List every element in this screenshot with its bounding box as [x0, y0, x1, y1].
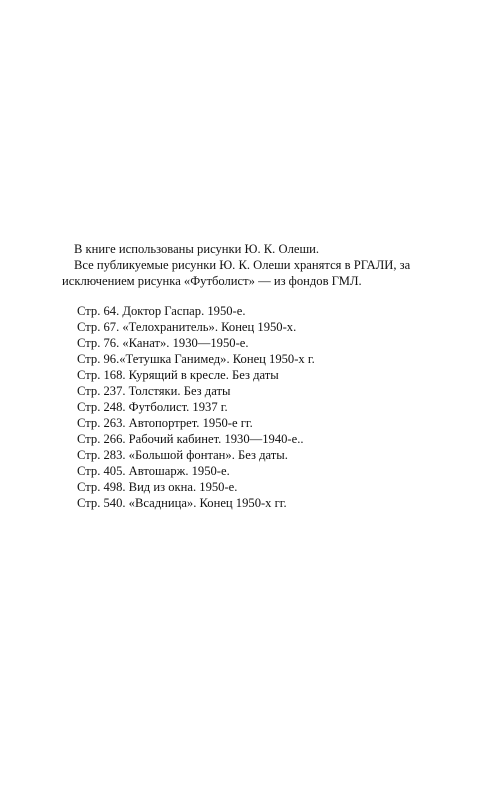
list-item: Стр. 266. Рабочий кабинет. 1930—1940-е.. [77, 432, 304, 446]
list-item: Стр. 498. Вид из окна. 1950-е. [77, 480, 238, 494]
intro-paragraph-2: Все публикуемые рисунки Ю. К. Олеши хранятся в РГАЛИ, за исключением рисунка «Футболист» — из фондов ГМЛ. [62, 258, 411, 288]
illustrations-list [62, 303, 462, 511]
list-item: Стр. 283. «Большой фонтан». Без даты. [77, 448, 288, 462]
list-item: Стр. 64. Доктор Гаспар. 1950-е. [77, 304, 246, 318]
illustrations-note [62, 241, 462, 511]
paragraph-spacer [62, 289, 462, 303]
list-item: Стр. 76. «Канат». 1930—1950-е. [77, 336, 249, 350]
list-item: Стр. 67. «Телохранитель». Конец 1950-х. [77, 320, 297, 334]
list-item: Стр. 248. Футболист. 1937 г. [77, 400, 228, 414]
list-item: Стр. 405. Автошарж. 1950-е. [77, 464, 230, 478]
list-item: Стр. 168. Курящий в кресле. Без даты [77, 368, 279, 382]
list-item: Стр. 263. Автопортрет. 1950-е гг. [77, 416, 253, 430]
list-item: Стр. 540. «Всадница». Конец 1950-х гг. [77, 496, 287, 510]
list-item: Стр. 237. Толстяки. Без даты [77, 384, 231, 398]
list-item: Стр. 96.«Тетушка Ганимед». Конец 1950-х г. [77, 352, 315, 366]
intro-paragraph-1: В книге использованы рисунки Ю. К. Олеши. [74, 242, 320, 256]
